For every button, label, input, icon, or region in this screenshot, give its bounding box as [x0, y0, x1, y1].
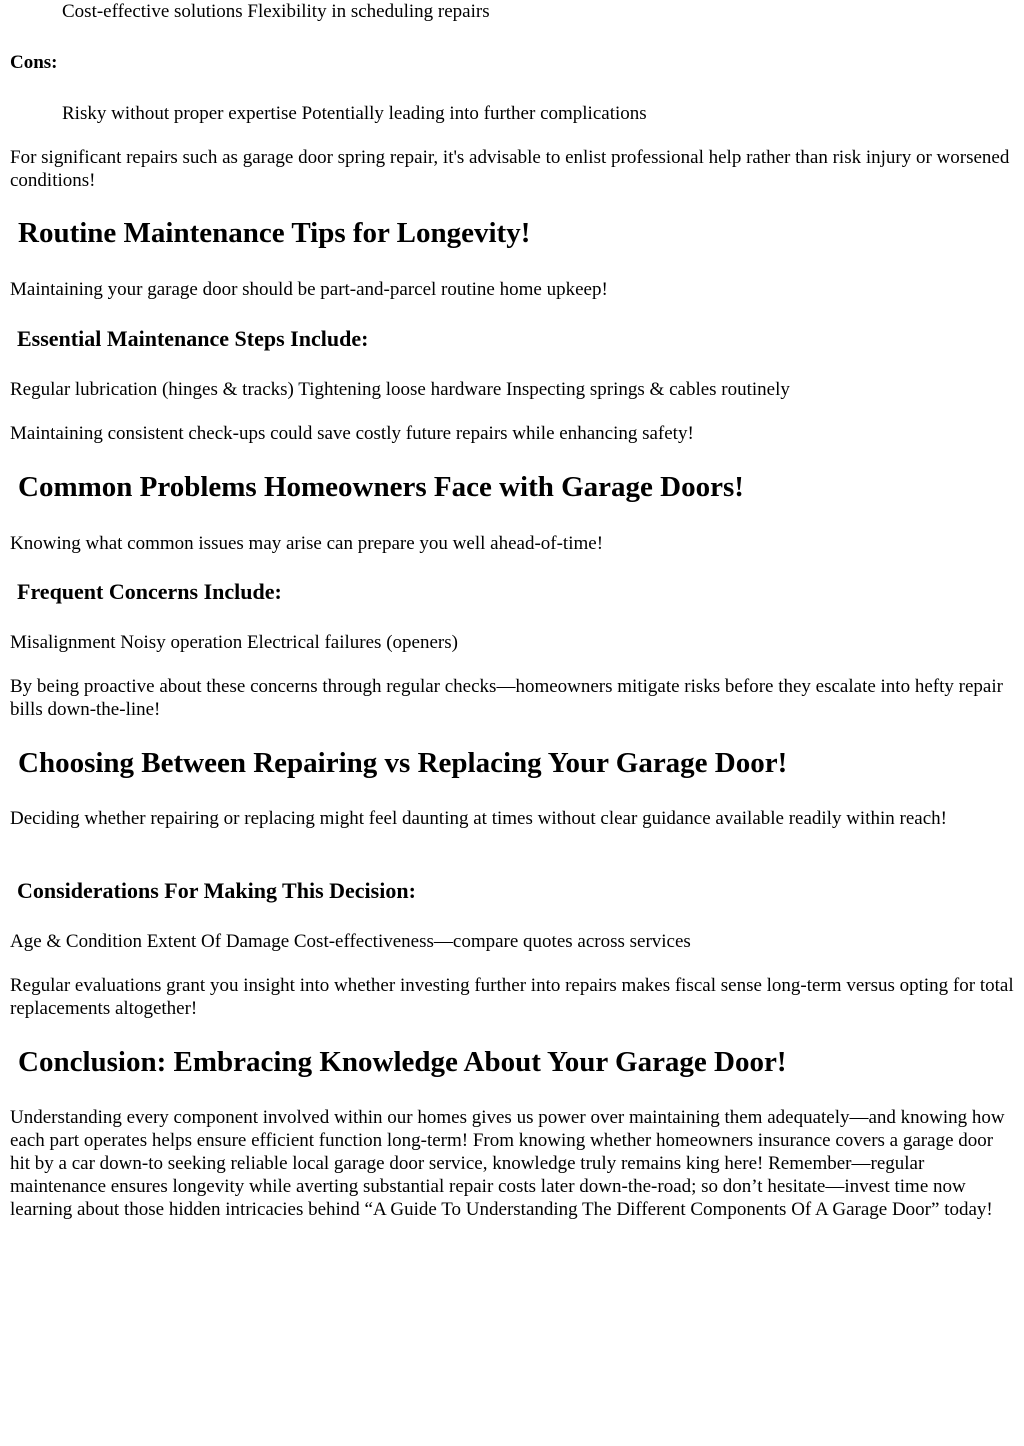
choosing-intro: Deciding whether repairing or replacing might feel daunting at times without clear guidance available readily within reach! [10, 808, 947, 829]
cons-list: Risky without proper expertise Potentially leading into further complications [62, 103, 647, 124]
maintenance-steps: Regular lubrication (hinges & tracks) Tightening loose hardware Inspecting springs & cables routinely [10, 379, 790, 400]
problems-closing: By being proactive about these concerns through regular checks—homeowners mitigate risks before they escalate into hefty repair bills down-the-line! [10, 676, 1003, 720]
choosing-subheading: Considerations For Making This Decision: [17, 878, 416, 903]
problems-subheading: Frequent Concerns Include: [17, 579, 282, 604]
maintenance-subheading: Essential Maintenance Steps Include: [17, 326, 369, 351]
choosing-closing: Regular evaluations grant you insight into whether investing further into repairs makes fiscal sense long-term versus opting for total replacements altogether! [10, 975, 1014, 1019]
problems-intro: Knowing what common issues may arise can prepare you well ahead-of-time! [10, 533, 604, 554]
maintenance-intro: Maintaining your garage door should be part-and-parcel routine home upkeep! [10, 279, 608, 300]
problems-concerns: Misalignment Noisy operation Electrical failures (openers) [10, 632, 458, 653]
pros-list: Cost-effective solutions Flexibility in scheduling repairs [62, 1, 490, 22]
conclusion-heading: Conclusion: Embracing Knowledge About Your Garage Door! [18, 1046, 787, 1078]
conclusion-body: Understanding every component involved within our homes gives us power over maintaining them adequately—and knowing how each part operates helps ensure efficient function long-term! From knowing whether homeowners insurance covers a garage door hit by a car down-to seeking reliable local garage door service, knowledge truly remains king here! Remember—regular maintenance ensures longevity while averting substantial repair costs later down-the-road; so don’t hesitate—invest time now learning about those hidden intricacies behind “A Guide To Understanding The Different Components Of A Garage Door” today! [10, 1107, 1005, 1220]
choosing-considerations: Age & Condition Extent Of Damage Cost-effectiveness—compare quotes across services [10, 931, 691, 952]
choosing-heading: Choosing Between Repairing vs Replacing Your Garage Door! [18, 747, 788, 779]
maintenance-heading: Routine Maintenance Tips for Longevity! [18, 217, 531, 249]
maintenance-closing: Maintaining consistent check-ups could save costly future repairs while enhancing safety! [10, 423, 694, 444]
spring-repair-paragraph: For significant repairs such as garage door spring repair, it's advisable to enlist professional help rather than risk injury or worsened conditions! [10, 147, 1010, 191]
cons-label: Cons: [10, 52, 58, 73]
problems-heading: Common Problems Homeowners Face with Garage Doors! [18, 471, 744, 503]
